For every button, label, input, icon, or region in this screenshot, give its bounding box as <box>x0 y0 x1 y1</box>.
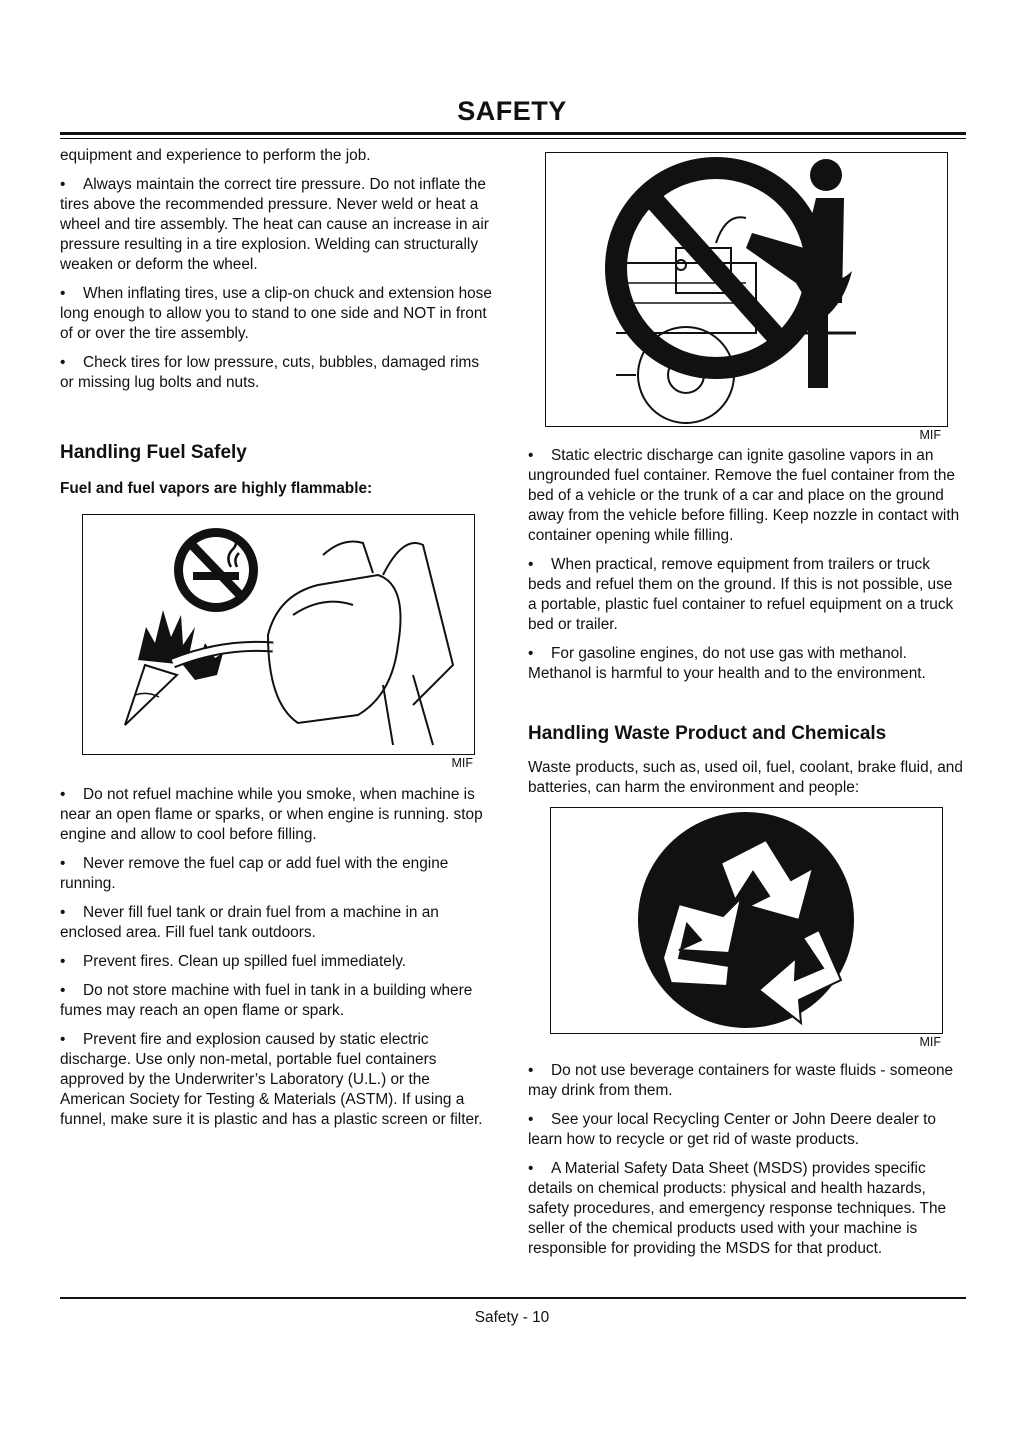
tire-bullet <box>60 175 496 275</box>
intro-text: equipment and experience to perform the job. <box>60 147 371 164</box>
bullet-dot: • <box>60 354 66 371</box>
tire-bullet <box>60 284 496 344</box>
refuel-fire-icon <box>83 515 473 753</box>
header-rule-thin <box>60 138 966 139</box>
figure-label: MIF <box>919 1035 941 1049</box>
fuel-subheading: Fuel and fuel vapors are highly flammable: <box>60 480 373 497</box>
bullet-dot: • <box>60 285 66 302</box>
bullet-text: When practical, remove equipment from trailers or truck beds and refuel them on the ground. If this is not possible, use a portable, plastic fuel container to refuel equipment on a truck bed or trailer. <box>528 556 954 633</box>
bullet-text: Always maintain the correct tire pressure. Do not inflate the tires above the recommended pressure. Never weld or heat a wheel and tire assembly. The heat can cause an increase in air pressure resulting in a tire explosion. Welding can structurally weaken or deform the wheel. <box>60 176 489 273</box>
no-refuel-on-truck-illustration <box>545 152 948 427</box>
waste-bullet <box>528 1110 964 1150</box>
footer-rule <box>60 1297 966 1299</box>
bullet-text: Do not refuel machine while you smoke, when machine is near an open flame or sparks, or when engine is running. stop engine and allow to cool before filling. <box>60 786 483 843</box>
no-smoking-refuel-illustration <box>82 514 475 755</box>
bullet-text: Check tires for low pressure, cuts, bubbles, damaged rims or missing lug bolts and nuts. <box>60 354 480 391</box>
bullet-text: See your local Recycling Center or John Deere dealer to learn how to recycle or get rid of waste products. <box>528 1111 936 1148</box>
fuel-bullet <box>60 1030 496 1130</box>
bullet-text: Never remove the fuel cap or add fuel with the engine running. <box>60 855 449 892</box>
bullet-text: Do not store machine with fuel in tank in a building where fumes may reach an open flame or spark. <box>60 982 473 1019</box>
bullet-text: When inflating tires, use a clip-on chuck and extension hose long enough to allow you to stand to one side and NOT in front of or over the tire assembly. <box>60 285 492 342</box>
figure-label: MIF <box>451 756 473 770</box>
bullet-text: Static electric discharge can ignite gasoline vapors in an ungrounded fuel container. Remove the fuel container from the bed of a vehicle or the trunk of a car and place on the ground away from the vehicle before filling. Keep nozzle in contact with container opening while filling. <box>528 447 960 544</box>
waste-intro: Waste products, such as, used oil, fuel, coolant, brake fluid, and batteries, can harm the environment and people: <box>528 759 963 796</box>
bullet-text: Prevent fire and explosion caused by static electric discharge. Use only non-metal, portable fuel containers approved by the Underwriter’s Laboratory (U.L.) or the American Society for Testing & Materials (ASTM). If using a funnel, make sure it is plastic and has a plastic screen or filter. <box>60 1031 483 1128</box>
static-bullet <box>528 446 964 546</box>
tire-bullet <box>60 353 496 393</box>
recycle-illustration <box>550 807 943 1034</box>
bullet-dot: • <box>528 447 534 464</box>
bullet-text: Do not use beverage containers for waste fluids - someone may drink from them. <box>528 1062 954 1099</box>
bullet-text: For gasoline engines, do not use gas with methanol. Methanol is harmful to your health and to the environment. <box>528 645 926 682</box>
bullet-dot: • <box>528 1111 534 1128</box>
waste-bullet <box>528 1159 964 1259</box>
left-column <box>60 146 496 1139</box>
page-number: Safety - 10 <box>474 1309 550 1326</box>
bullet-text: A Material Safety Data Sheet (MSDS) provides specific details on chemical products: physical and health hazards, safety procedures, and emergency response techniques. The seller of the chemical products used with your machine is responsible for providing the MSDS for that product. <box>528 1160 947 1257</box>
fuel-bullet <box>60 854 496 894</box>
bullet-dot: • <box>60 855 66 872</box>
bullet-text: Prevent fires. Clean up spilled fuel immediately. <box>83 953 407 970</box>
waste-bullet <box>528 1061 964 1101</box>
fuel-bullet <box>60 952 496 972</box>
bullet-dot: • <box>60 1031 66 1048</box>
waste-heading: Handling Waste Product and Chemicals <box>528 723 887 744</box>
bullet-dot: • <box>528 645 534 662</box>
recycle-icon <box>551 808 941 1032</box>
fuel-bullet <box>60 785 496 845</box>
static-bullet <box>528 555 964 635</box>
bullet-dot: • <box>60 904 66 921</box>
header-rule-thick <box>60 132 966 135</box>
bullet-dot: • <box>528 556 534 573</box>
bullet-text: Never fill fuel tank or drain fuel from a machine in an enclosed area. Fill fuel tank outdoors. <box>60 904 439 941</box>
fuel-bullet <box>60 981 496 1021</box>
bullet-dot: • <box>528 1062 534 1079</box>
fuel-heading: Handling Fuel Safely <box>60 442 247 463</box>
bullet-dot: • <box>528 1160 534 1177</box>
figure-label: MIF <box>919 428 941 442</box>
bullet-dot: • <box>60 982 66 999</box>
page-title: SAFETY <box>457 96 567 126</box>
bullet-dot: • <box>60 953 66 970</box>
static-bullet <box>528 644 964 684</box>
bullet-dot: • <box>60 786 66 803</box>
right-column <box>528 152 964 1268</box>
bullet-dot: • <box>60 176 66 193</box>
fuel-bullet <box>60 903 496 943</box>
no-refuel-on-truck-icon <box>546 153 946 425</box>
